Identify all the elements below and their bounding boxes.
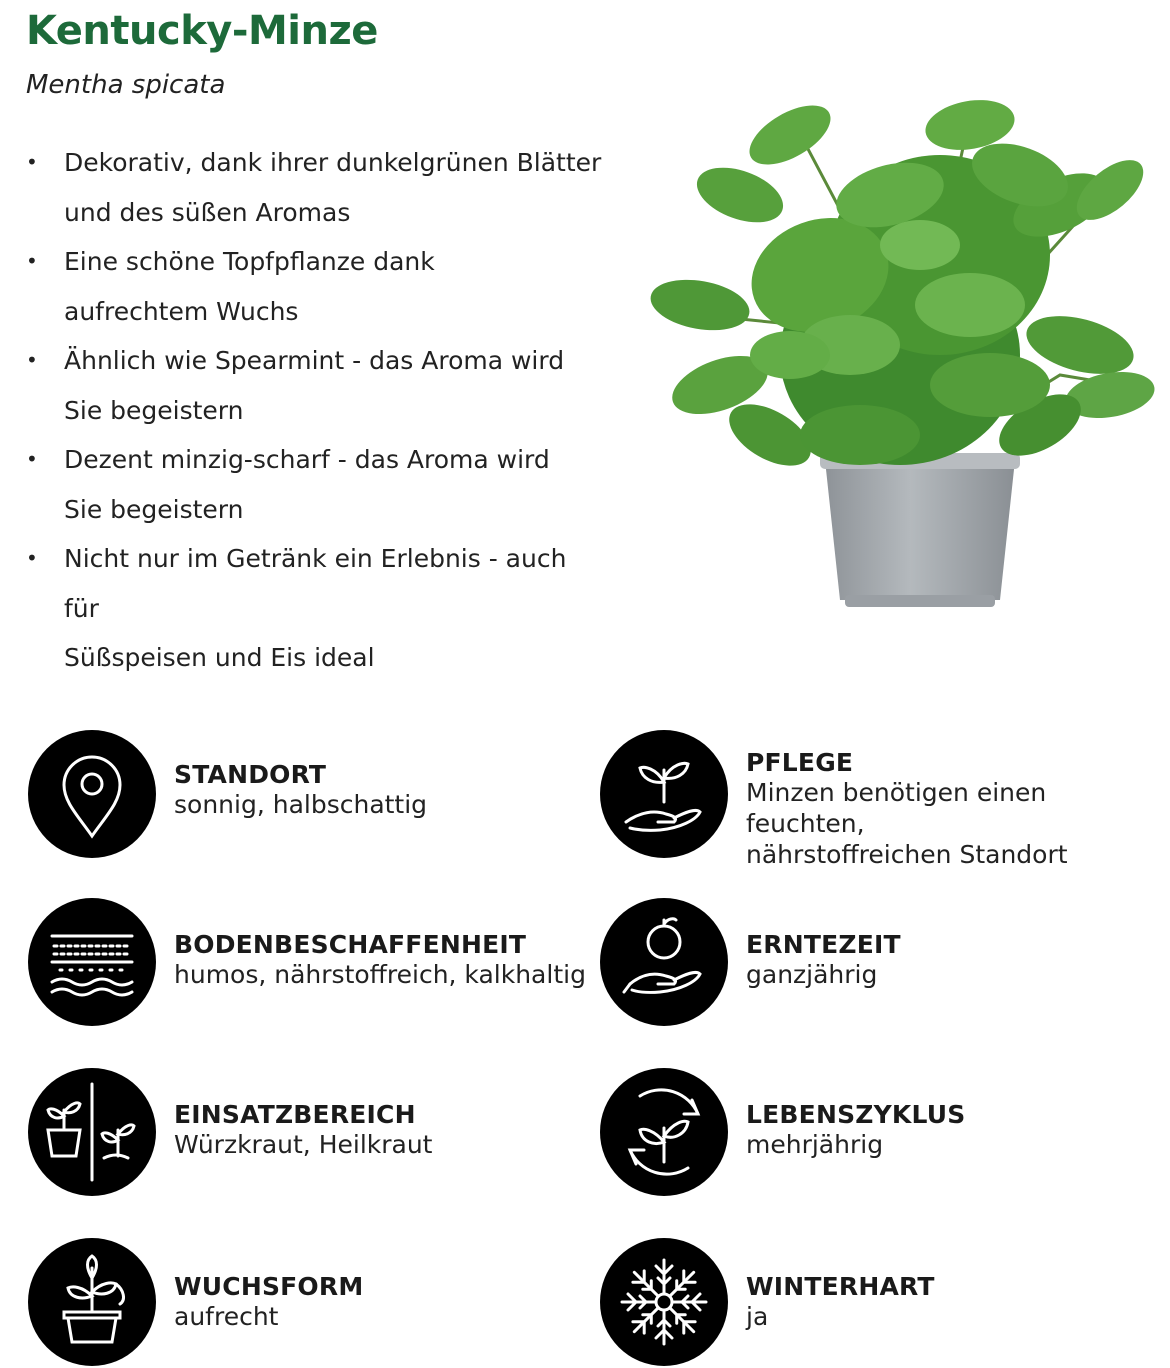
- bullet-dot: •: [26, 150, 38, 174]
- bullet-dot: •: [26, 546, 38, 570]
- mint-plant-image: [640, 55, 1160, 625]
- bullet-dot: •: [26, 447, 38, 471]
- winterhart-value: ja: [746, 1302, 769, 1331]
- feature-winterhart: [600, 1238, 1160, 1368]
- winterhart-label: WINTERHART: [746, 1272, 935, 1301]
- hand-seedling-icon: [600, 730, 728, 858]
- lebenszyklus-label: LEBENSZYKLUS: [746, 1100, 966, 1129]
- bullet-dot: •: [26, 348, 38, 372]
- product-title: Kentucky-Minze: [26, 8, 378, 54]
- bullet-item: • Nicht nur im Getränk ein Erlebnis - auch für Süßspeisen und Eis ideal: [26, 534, 606, 683]
- bullet-item: • Dezent minzig-scharf - das Aroma wird Sie begeistern: [26, 435, 606, 534]
- feature-lebenszyklus: [600, 1068, 1160, 1198]
- pflege-value-line1: Minzen benötigen einen feuchten,: [746, 778, 1047, 838]
- latin-name: Mentha spicata: [26, 70, 226, 100]
- pflege-value-line2: nährstoffreichen Standort: [746, 840, 1068, 869]
- feature-einsatzbereich: [28, 1068, 588, 1198]
- feature-erntezeit: [600, 898, 1160, 1028]
- bullet-item: • Eine schöne Topfpflanze dank aufrechtem Wuchs: [26, 237, 606, 336]
- standort-label: STANDORT: [174, 760, 327, 789]
- bullet-item: • Ähnlich wie Spearmint - das Aroma wird Sie begeistern: [26, 336, 606, 435]
- pot-and-ground-plant-icon: [28, 1068, 156, 1196]
- feature-pflege: [600, 730, 1160, 869]
- wuchsform-value: aufrecht: [174, 1302, 279, 1331]
- pflege-label: PFLEGE: [746, 748, 854, 777]
- location-pin-icon: [28, 730, 156, 858]
- boden-label: BODENBESCHAFFENHEIT: [174, 930, 527, 959]
- cycle-leaf-icon: [600, 1068, 728, 1196]
- einsatzbereich-value: Würzkraut, Heilkraut: [174, 1130, 433, 1159]
- feature-bullet-list: [26, 138, 606, 683]
- feature-standort: [28, 730, 588, 860]
- potted-plant-icon: [28, 1238, 156, 1366]
- standort-value: sonnig, halbschattig: [174, 790, 428, 819]
- bullet-dot: •: [26, 249, 38, 273]
- erntezeit-label: ERNTEZEIT: [746, 930, 901, 959]
- boden-value: humos, nährstoffreich, kalkhaltig: [174, 960, 586, 989]
- feature-wuchsform: [28, 1238, 588, 1368]
- feature-boden: [28, 898, 588, 1028]
- einsatzbereich-label: EINSATZBEREICH: [174, 1100, 416, 1129]
- snowflake-icon: [600, 1238, 728, 1366]
- lebenszyklus-value: mehrjährig: [746, 1130, 884, 1159]
- erntezeit-value: ganzjährig: [746, 960, 878, 989]
- wuchsform-label: WUCHSFORM: [174, 1272, 364, 1301]
- bullet-item: • Dekorativ, dank ihrer dunkelgrünen Blätter und des süßen Aromas: [26, 138, 606, 237]
- hand-fruit-icon: [600, 898, 728, 1026]
- soil-layers-icon: [28, 898, 156, 1026]
